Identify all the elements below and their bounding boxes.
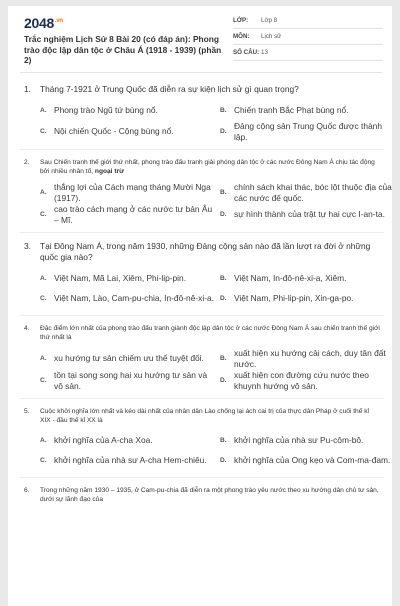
option-text: xu hướng tư sản chiếm ưu thế tuyệt đối. xyxy=(54,353,204,363)
question-number: 4. xyxy=(24,324,30,332)
worksheet-page xyxy=(8,6,392,606)
question-number: 2. xyxy=(24,158,30,166)
question-stem xyxy=(24,407,380,426)
question-6 xyxy=(24,486,380,505)
meta-class-value: Lớp 8 xyxy=(261,17,278,24)
question-divider xyxy=(20,315,384,316)
option-letter: C. xyxy=(40,211,47,218)
option-a[interactable] xyxy=(40,431,216,451)
options-grid xyxy=(40,101,380,143)
option-letter: B. xyxy=(220,437,227,444)
question-5 xyxy=(24,407,391,478)
option-c[interactable] xyxy=(40,289,216,309)
question-stem xyxy=(24,486,380,505)
option-text: thắng lợi của Cách mạng tháng Mười Nga (1917). xyxy=(54,181,211,203)
option-b[interactable] xyxy=(220,101,392,121)
option-letter: D. xyxy=(220,211,227,218)
question-4 xyxy=(24,324,386,399)
option-text: tồn tại song song hai xu hướng tư sản và vô sản. xyxy=(54,369,208,391)
meta-subject-label: MÔN: xyxy=(233,33,250,40)
option-letter: B. xyxy=(220,107,227,114)
option-letter: A. xyxy=(40,107,47,114)
question-text: Đặc điểm lớn nhất của phong trào đấu tranh giành độc lập dân tộc ở các nước Đông Nam Á sau chiến tranh thế giới thứ nhất là xyxy=(40,324,380,341)
page-title: Trắc nghiệm Lịch Sử 8 Bài 20 (có đáp án): Phong trào độc lập dân tộc ở Châu Á (1918 - 1939) (phần 2) xyxy=(24,34,222,65)
question-divider xyxy=(20,149,384,150)
question-stem xyxy=(24,84,380,96)
options-grid xyxy=(40,269,380,309)
option-text: Nội chiến Quốc - Cộng bùng nổ. xyxy=(54,126,174,136)
question-divider xyxy=(20,398,384,399)
question-1 xyxy=(24,84,380,150)
option-letter: A. xyxy=(40,189,47,196)
option-c[interactable] xyxy=(40,121,216,143)
option-text: Chiến tranh Bắc Phạt bùng nổ. xyxy=(234,105,349,115)
option-b[interactable] xyxy=(220,348,392,370)
question-text-main: Sau Chiến tranh thế giới thứ nhất, phong trào đấu tranh giải phóng dân tộc ở các nước Đông Nam Á chịu tác động bởi nhiều nhân tố, xyxy=(40,158,375,175)
option-c[interactable] xyxy=(40,204,216,226)
option-text: khởi nghĩa của A-cha Xoa. xyxy=(54,435,153,445)
question-list xyxy=(24,84,392,505)
option-text: Việt Nam, Phi-lip-pin, Xin-ga-po. xyxy=(234,293,354,303)
options-grid xyxy=(40,347,386,392)
question-number: 3. xyxy=(24,240,31,251)
options-grid xyxy=(40,181,392,226)
option-b[interactable] xyxy=(220,269,392,289)
question-stem xyxy=(24,324,380,343)
question-stem xyxy=(24,158,380,177)
question-2 xyxy=(24,158,392,233)
option-d[interactable] xyxy=(220,451,392,471)
meta-count-value: 13 xyxy=(261,49,268,56)
option-text: khởi nghĩa của nhà sư A-cha Hem-chiêu. xyxy=(54,455,207,465)
option-text: chính sách khai thác, bóc lột thuộc địa của các nước đế quốc. xyxy=(234,181,392,203)
option-b[interactable] xyxy=(220,182,392,204)
option-letter: C. xyxy=(40,295,47,302)
question-text: Cuộc khởi nghĩa lớn nhất và kéo dài nhất của nhân dân Lào chống lại ách cai trị của thực dân Pháp ở cuối thế kỉ XIX - đầu thế kỉ XX là xyxy=(40,407,369,424)
option-text: Việt Nam, Mã Lai, Xiêm, Phi-lip-pin. xyxy=(54,273,187,283)
meta-box xyxy=(233,13,383,61)
meta-class-label: LỚP: xyxy=(233,17,249,24)
option-d[interactable] xyxy=(220,370,392,392)
question-number: 1. xyxy=(24,84,31,94)
question-divider xyxy=(20,477,384,478)
meta-count-label: SỐ CÂU: xyxy=(233,49,260,56)
option-text: cao trào cách mạng ở các nước tư bản Âu – Mĩ. xyxy=(54,203,213,225)
option-text: khởi nghĩa của nhà sư Pu-côm-bô. xyxy=(234,435,364,445)
header-divider xyxy=(20,72,382,73)
option-letter: C. xyxy=(40,128,47,135)
question-number: 6. xyxy=(24,486,30,494)
question-number: 5. xyxy=(24,407,30,415)
option-text: xuất hiện con đường cứu nước theo khuynh hướng vô sản. xyxy=(234,369,369,391)
option-c[interactable] xyxy=(40,370,216,392)
option-d[interactable] xyxy=(220,289,392,309)
meta-row-class xyxy=(233,13,383,29)
option-text: Việt Nam, Lào, Cam-pu-chia, In-đô-nê-xi-a. xyxy=(54,293,214,303)
option-a[interactable] xyxy=(40,101,216,121)
option-letter: B. xyxy=(220,275,227,282)
meta-subject-value: Lịch sử xyxy=(261,33,282,40)
option-b[interactable] xyxy=(220,431,392,451)
option-a[interactable] xyxy=(40,348,216,370)
option-letter: D. xyxy=(220,457,227,464)
logo-suffix: .vn xyxy=(54,18,63,25)
option-letter: A. xyxy=(40,275,47,282)
question-stem xyxy=(24,241,380,264)
question-divider xyxy=(20,232,384,233)
option-d[interactable] xyxy=(220,204,392,226)
option-d[interactable] xyxy=(220,121,392,143)
option-letter: B. xyxy=(220,189,227,196)
meta-row-count xyxy=(233,45,383,61)
page-header xyxy=(8,6,392,66)
question-3 xyxy=(24,241,380,316)
options-grid xyxy=(40,431,391,471)
meta-row-subject xyxy=(233,29,383,45)
option-letter: A. xyxy=(40,437,47,444)
option-text: Phong trào Ngũ tứ bùng nổ. xyxy=(54,105,158,115)
question-text: Trong những năm 1930 – 1935, ở Cam-pu-chia đã diễn ra một phong trào yêu nước theo xu hướng dân chủ tư sản, dưới sự lãnh đạo của xyxy=(40,486,379,503)
option-a[interactable] xyxy=(40,269,216,289)
option-letter: B. xyxy=(220,355,227,362)
option-letter: C. xyxy=(40,457,47,464)
logo-number: 2048 xyxy=(24,15,54,31)
question-text xyxy=(40,158,380,177)
option-c[interactable] xyxy=(40,451,216,471)
option-letter: D. xyxy=(220,377,227,384)
option-letter: C. xyxy=(40,377,47,384)
option-letter: D. xyxy=(220,295,227,302)
question-emphasis: ngoại trừ xyxy=(94,168,124,175)
option-text: Đảng cộng sản Trung Quốc được thành lập. xyxy=(234,120,382,142)
option-text: xuất hiện xu hướng cải cách, duy tân đất nước. xyxy=(234,347,386,369)
option-text: Việt Nam, In-đô-nê-xi-a, Xiêm. xyxy=(234,273,347,283)
option-a[interactable] xyxy=(40,182,216,204)
site-logo[interactable] xyxy=(24,15,63,31)
option-text: khởi nghĩa của Ong kẹo và Com-ma-đam. xyxy=(234,455,391,465)
option-text: sự hình thành của trật tự hai cực I-an-ta. xyxy=(234,209,385,219)
option-letter: D. xyxy=(220,128,227,135)
option-letter: A. xyxy=(40,355,47,362)
question-text: Tại Đông Nam Á, trong năm 1930, những Đảng cộng sản nào đã lần lượt ra đời ở những quốc gia nào? xyxy=(40,240,371,262)
question-text: Tháng 7-1921 ở Trung Quốc đã diễn ra sự kiện lịch sử gì quan trọng? xyxy=(40,84,299,94)
